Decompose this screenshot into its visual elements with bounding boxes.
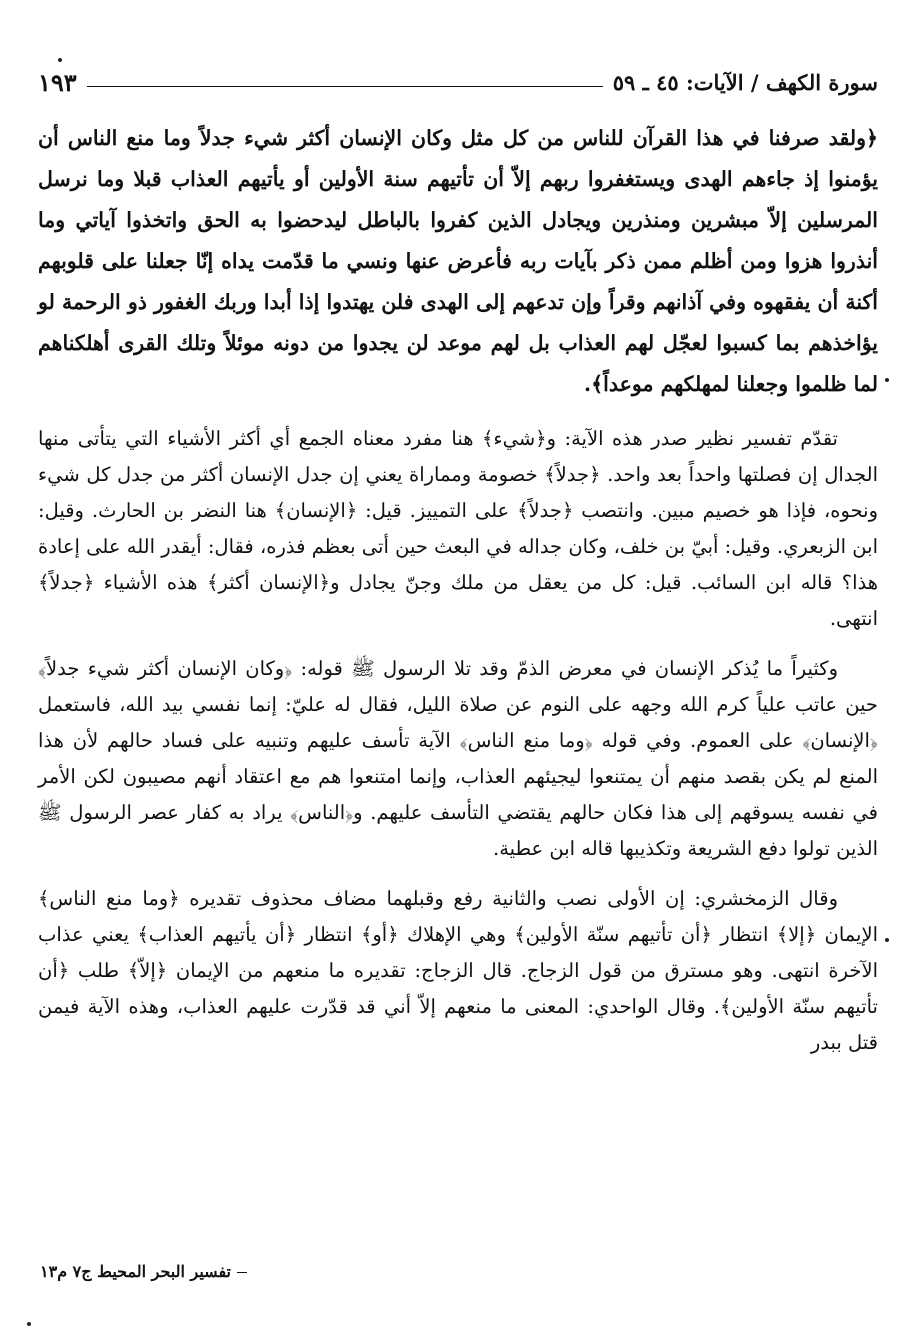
running-header bbox=[38, 62, 878, 102]
surah-title: سورة الكهف / الآيات: ٤٥ ـ ٥٩ bbox=[612, 69, 878, 95]
commentary-paragraph-3: وقال الزمخشري: إن الأولى نصب والثانية رفع وقبلهما مضاف محذوف تقديره ﴿وما منع الناس﴾ الإيمان ﴿إلا﴾ انتظار ﴿أن تأتيهم سنّة الأولين﴾ وهي الإهلاك ﴿أو﴾ انتظار ﴿أن يأتيهم العذاب﴾ يعني عذاب الآخرة انتهى. وهو مسترق من قول الزجاج. قال الزجاج: تقديره ما منعهم من الإيمان ﴿إلاّ﴾ طلب ﴿أن تأتيهم سنّة الأولين﴾. وقال الواحدي: المعنى ما منعهم إلاّ أني قد قدّرت عليهم العذاب، وهذه الآية فيمن قتل ببدر bbox=[38, 887, 878, 1054]
signature-footer bbox=[40, 1262, 247, 1281]
commentary-paragraph-2: وكثيراً ما يُذكر الإنسان في معرض الذمّ وقد تلا الرسول ﷺ قوله: ﴿وكان الإنسان أكثر شيء جدلاً﴾ حين عاتب علياً كرم الله وجهه على النوم عن صلاة الليل، فقال له عليّ: إنما نفسي بيد الله، فاستعمل ﴿الإنسان﴾ على العموم. وفي قوله ﴿وما منع الناس﴾ الآية تأسف عليهم وتنبيه على فساد حالهم لأن هذا المنع لم يكن بقصد منهم أن يمتنعوا ليجيئهم العذاب، وإنما امتنعوا هم مع اعتقاد أنهم مصيبون لكن الأمر في نفسه يسوقهم إلى هذا فكان حالهم يقتضي التأسف عليهم. و﴿الناس﴾ يراد به كفار عصر الرسول ﷺ الذين تولوا دفع الشريعة وتكذيبها قاله ابن عطية. bbox=[38, 657, 878, 860]
commentary-paragraph-1: تقدّم تفسير نظير صدر هذه الآية: و﴿شيء﴾ هنا مفرد معناه الجمع أي أكثر الأشياء التي يتأتى منها الجدال إن فصلتها واحداً بعد واحد. ﴿جدلاً﴾ خصومة ومماراة يعني إن جدل الإنسان أكثر من جدل كل شيء ونحوه، فإذا هو خصيم مبين. وانتصب ﴿جدلاً﴾ على التمييز. قيل: ﴿الإنسان﴾ هنا النضر بن الحارث. وقيل: ابن الزبعري. وقيل: أبيّ بن خلف، وكان جداله في البعث حين أتى بعظم فذره، فقال: أيقدر الله على إعادة هذا؟ قاله ابن السائب. قيل: كل من يعقل من ملك وجنّ يجادل و﴿الإنسان أكثر﴾ هذه الأشياء ﴿جدلاً﴾ انتهى. bbox=[38, 427, 878, 630]
scan-speck bbox=[885, 378, 889, 382]
page-number: ١٩٣ bbox=[38, 67, 77, 97]
scan-speck bbox=[27, 1322, 31, 1326]
header-rule bbox=[87, 86, 603, 87]
scan-speck bbox=[885, 938, 889, 942]
footer-text: تفسير البحر المحيط ج٧ م١٣ bbox=[40, 1262, 231, 1281]
footer-dash bbox=[237, 1272, 247, 1273]
scan-speck bbox=[58, 58, 62, 62]
page-content bbox=[38, 62, 878, 1061]
quran-verse-block: ﴿ولقد صرفنا في هذا القرآن للناس من كل مثل وكان الإنسان أكثر شيء جدلاً وما منع الناس أن يؤمنوا إذ جاءهم الهدى ويستغفروا ربهم إلاّ أن تأتيهم سنة الأولين أو يأتيهم العذاب قبلا وما نرسل المرسلين إلاّ مبشرين ومنذرين ويجادل الذين كفروا بالباطل ليدحضوا به الحق واتخذوا آياتي وما أنذروا هزوا ومن أظلم ممن ذكر بآيات ربه فأعرض عنها ونسي ما قدّمت يداه إنّا جعلنا على قلوبهم أكنة أن يفقهوه وفي آذانهم وقراً وإن تدعهم إلى الهدى فلن يهتدوا إذا أبدا وربك الغفور ذو الرحمة لو يؤاخذهم بما كسبوا لعجّل لهم العذاب بل لهم موعد لن يجدوا من دونه موئلاً وتلك القرى أهلكناهم لما ظلموا وجعلنا لمهلكهم موعداً﴾. bbox=[38, 126, 878, 396]
